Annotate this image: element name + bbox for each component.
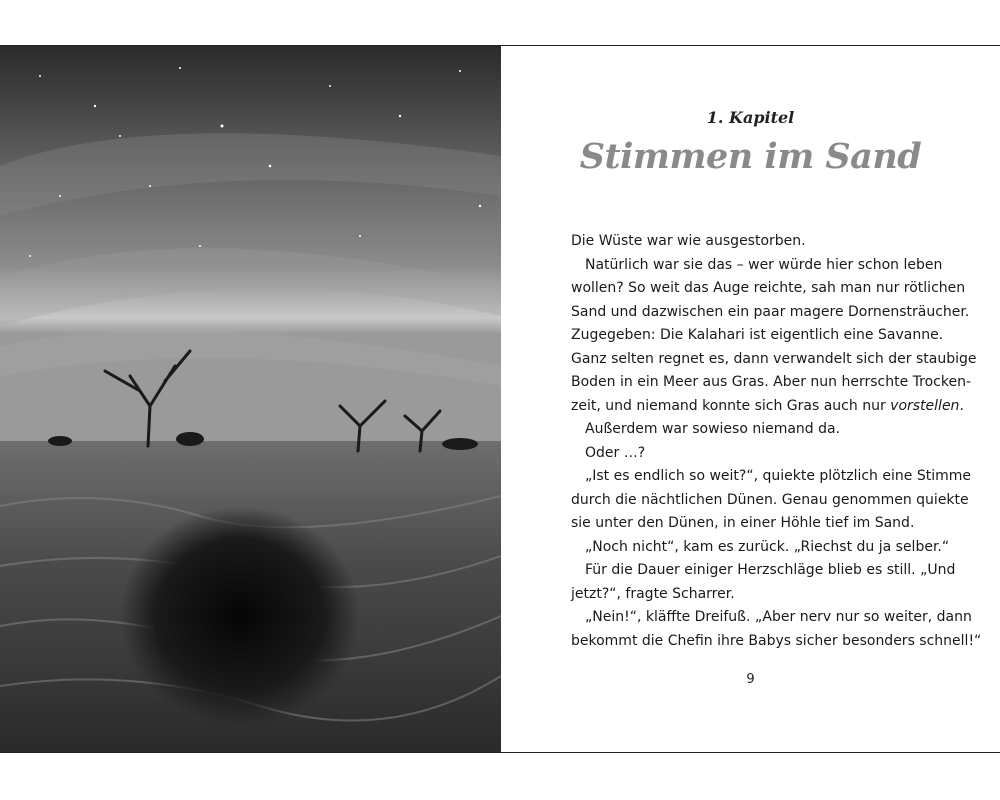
text-line: wollen? So weit das Auge reichte, sah man nur rötlichen [571, 280, 966, 296]
text-line: Oder …? [585, 444, 646, 461]
book-spread [0, 45, 1000, 753]
text-line: Für die Dauer einiger Herzschläge blieb es still. „Und [585, 562, 956, 578]
text-line: bekommt die Chefin ihre Babys sicher besonders schnell!“ [571, 632, 982, 649]
text-line: Boden in ein Meer aus Gras. Aber nun herrschte Trocken- [571, 374, 971, 390]
text-line: „Nein!“, kläffte Dreifuß. „Aber nerv nur so weiter, dann [585, 609, 972, 625]
text-line: Sand und dazwischen ein paar magere Dornensträucher. [571, 303, 970, 320]
text-line: Ganz selten regnet es, dann verwandelt sich der staubige [571, 350, 977, 367]
text-segment: . [959, 397, 964, 414]
text-line: „Ist es endlich so weit?“, quiekte plötzlich eine Stimme [585, 468, 971, 484]
text-line: „Noch nicht“, kam es zurück. „Riechst du ja selber.“ [585, 538, 950, 555]
text-segment: zeit, und niemand konnte sich Gras auch nur [571, 397, 891, 414]
body-text [571, 230, 982, 653]
text-line: sie unter den Dünen, in einer Höhle tief im Sand. [571, 515, 915, 531]
text-line: Zugegeben: Die Kalahari ist eigentlich eine Savanne. [571, 327, 944, 343]
page-number: 9 [746, 672, 755, 687]
night-savanna-illustration [0, 46, 501, 752]
chapter-title: Stimmen im Sand [579, 136, 922, 177]
text-line: jetzt?“, fragte Scharrer. [571, 585, 735, 602]
text-line: Außerdem war sowieso niemand da. [585, 421, 841, 437]
text-page [501, 46, 1000, 752]
text-line: Natürlich war sie das – wer würde hier schon leben [585, 256, 943, 273]
emphasis-text: vorstellen [890, 397, 960, 414]
text-line: Die Wüste war wie ausgestorben. [571, 233, 806, 249]
text-line: durch die nächtlichen Dünen. Genau genommen quiekte [571, 491, 969, 508]
text-line [571, 395, 964, 419]
chapter-label: 1. Kapitel [706, 108, 795, 127]
